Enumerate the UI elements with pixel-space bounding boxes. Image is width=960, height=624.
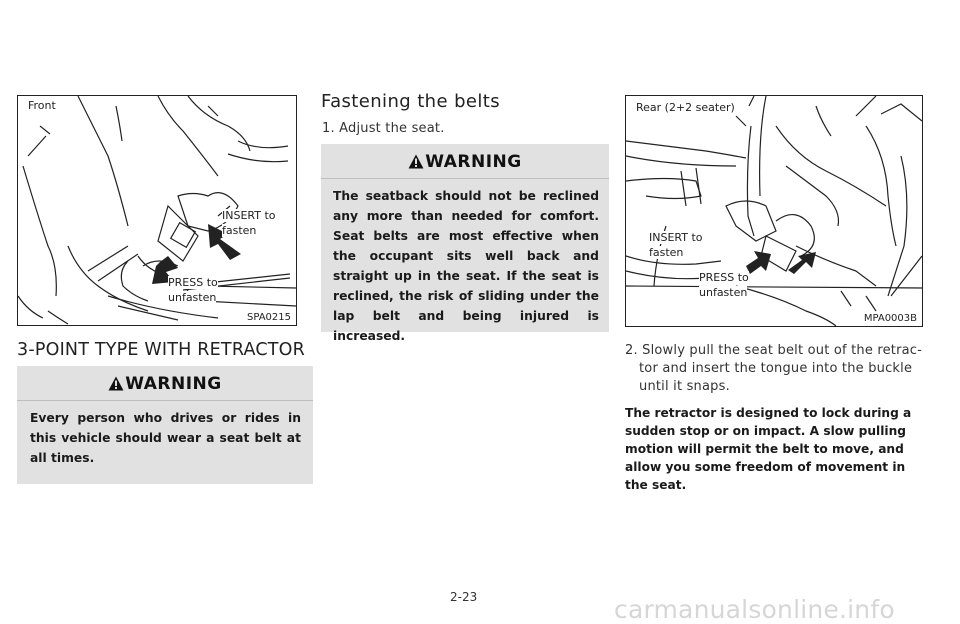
rear-seatbelt-illustration — [626, 96, 922, 326]
warning-box-middle — [321, 144, 609, 343]
insert-label: INSERT to — [222, 209, 276, 222]
press-label: PRESS to — [168, 276, 218, 289]
press-label: PRESS to — [699, 271, 749, 284]
retractor-note: The retractor is designed to lock during a sudden stop or on impact. A slow pulling motion will permit the belt to move, and allow you some freedom of movement in the seat. — [625, 406, 912, 492]
front-label: Front — [28, 99, 56, 112]
insert-label: INSERT to — [649, 231, 703, 244]
warning-body: Every person who drives or rides in this vehicle should wear a seat belt at all times. — [30, 411, 301, 465]
warning-triangle-icon — [408, 154, 424, 169]
step-1: 1. Adjust the seat. — [322, 121, 445, 136]
insert-sub-label: fasten — [649, 246, 684, 259]
figure-code: SPA0215 — [246, 312, 291, 323]
step-2-line-2: tor and insert the tongue into the buckle — [639, 361, 913, 376]
press-sub-label: unfasten — [168, 291, 217, 304]
page-number: 2-23 — [450, 590, 478, 604]
rear-label: Rear (2+2 seater) — [636, 101, 735, 114]
warning-title — [17, 374, 313, 394]
warning-title — [321, 152, 609, 172]
figure-rear-seatbelt — [625, 95, 923, 327]
warning-title-text: WARNING — [425, 152, 522, 172]
fastening-heading: Fastening the belts — [321, 91, 501, 112]
press-sub-label: unfasten — [699, 286, 748, 299]
figure-code: MPA0003B — [863, 313, 917, 324]
insert-sub-label: fasten — [222, 224, 257, 237]
figure-front-seatbelt — [17, 95, 297, 326]
warning-box-left — [17, 366, 313, 484]
step-2-line-3: until it snaps. — [639, 379, 730, 394]
section-heading: 3-POINT TYPE WITH RETRACTOR — [17, 340, 305, 360]
watermark: carmanualsonline.info — [614, 595, 895, 624]
warning-title-text: WARNING — [125, 374, 222, 394]
warning-body: The seatback should not be reclined any more than needed for comfort. Seat belts are most effective when the occupant sits well back and straight up in the seat. If the seat is reclined, the risk of sliding under the lap belt and being injured is increased. — [333, 189, 599, 343]
warning-triangle-icon — [108, 376, 124, 391]
step-2-line-1: 2. Slowly pull the seat belt out of the retrac- — [625, 343, 923, 358]
